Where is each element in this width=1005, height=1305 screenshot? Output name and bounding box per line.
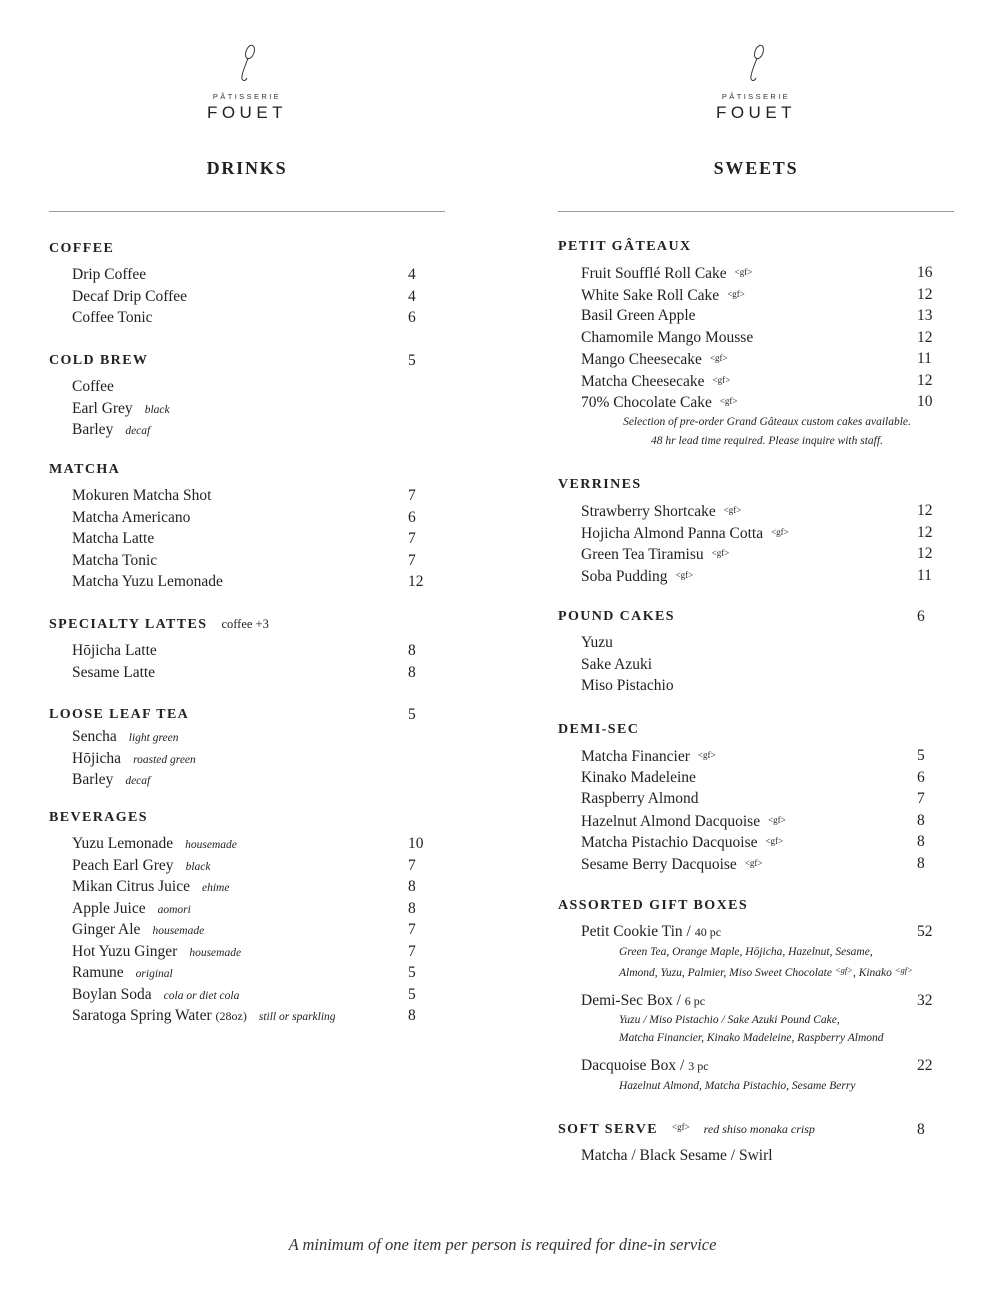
menu-item: Mango Cheesecake <gf> 11 (581, 350, 932, 368)
menu-item: Matcha Yuzu Lemonade 12 (72, 573, 424, 590)
menu-item: Mikan Citrus Juice ehime 8 (72, 878, 416, 895)
section-title: COFFEE (49, 241, 115, 256)
menu-item: Ramune original 5 (72, 964, 416, 981)
menu-item: Hōjicha roasted green (72, 749, 196, 767)
menu-item: Yuzu Lemonade housemade 10 (72, 835, 424, 852)
menu-item: Ginger Ale housemade 7 (72, 921, 416, 938)
whisk-icon (237, 44, 257, 86)
menu-item: Earl Grey black (72, 399, 170, 417)
brand-small: PÂTISSERIE (721, 92, 791, 101)
section-pound-cakes (558, 606, 954, 697)
gift-box-item: Dacquoise Box / 3 pc 22 (581, 1057, 933, 1074)
section-title: DEMI-SEC (558, 722, 640, 737)
sweets-column (558, 0, 954, 1164)
drinks-column (49, 0, 445, 1024)
menu-item: Kinako Madeleine 6 (581, 768, 925, 786)
menu-item: Sake Azuki (581, 655, 653, 673)
gluten-free-tag: <gf> (765, 836, 784, 846)
gluten-free-tag: <gf> (771, 526, 789, 537)
section-title: POUND CAKES (558, 609, 675, 624)
menu-item: Boylan Soda cola or diet cola 5 (72, 985, 416, 1003)
brand-small: PÂTISSERIE (212, 92, 282, 101)
section-petit-gateaux (558, 236, 954, 451)
section-specialty-lattes (49, 614, 445, 683)
gluten-free-tag: <gf> (675, 569, 694, 580)
menu-item: Chamomile Mango Mousse 12 (581, 328, 933, 346)
menu-item: Matcha Pistachio Dacquoise <gf> 8 (581, 833, 925, 851)
menu-item: Sesame Berry Dacquoise <gf> 8 (581, 854, 925, 873)
menu-item: Matcha Financier <gf> 5 (581, 747, 925, 765)
divider (49, 211, 445, 212)
section-verrines (558, 474, 954, 586)
gluten-free-tag: <gf> (723, 505, 742, 515)
sweets-title: SWEETS (713, 158, 799, 178)
gluten-free-tag: <gf> (768, 814, 786, 825)
brand-name: FOUET (715, 103, 797, 122)
section-title: VERRINES (558, 477, 642, 492)
section-title: COLD BREW (49, 353, 149, 368)
menu-item: Sesame Latte 8 (72, 663, 416, 681)
menu-item: Barley decaf (72, 771, 151, 788)
gluten-free-tag: <gf> (709, 353, 728, 363)
menu-item: Sencha light green (72, 728, 179, 745)
menu-item: Fruit Soufflé Roll Cake <gf> 16 (581, 264, 933, 282)
section-price: 5 (408, 352, 416, 369)
menu-item: Barley decaf (72, 421, 151, 438)
grand-gateaux-note: Selection of pre-order Grand Gâteaux custom cakes available. 48 hr lead time required. Please inquire with staff. (623, 415, 911, 447)
gluten-free-tag: <gf> (727, 288, 745, 299)
menu-item: Mokuren Matcha Shot 7 (72, 487, 416, 504)
gift-box-contents: Matcha Financier, Kinako Madeleine, Raspberry Almond (619, 1032, 884, 1044)
menu-item: Soba Pudding <gf> 11 (581, 566, 932, 585)
menu-item: Hōjicha Latte 8 (72, 642, 416, 659)
gift-box-contents: Green Tea, Orange Maple, Hōjicha, Hazelnut, Sesame, (619, 945, 873, 958)
menu-item: Coffee Tonic 6 (72, 309, 416, 326)
menu-item: Hazelnut Almond Dacquoise <gf> 8 (581, 811, 925, 830)
section-loose-leaf-tea (49, 704, 445, 791)
section-title: ASSORTED GIFT BOXES (558, 898, 749, 913)
menu-item: 70% Chocolate Cake <gf> 10 (581, 393, 933, 411)
whisk-icon (746, 44, 766, 86)
menu-item: Matcha Americano 6 (72, 508, 416, 526)
gluten-free-tag: <gf> (697, 750, 716, 760)
gluten-free-tag: <gf> (734, 267, 753, 277)
menu-item: Saratoga Spring Water (28oz) still or sparkling 8 (72, 1007, 416, 1024)
gift-box-contents: Hazelnut Almond, Matcha Pistachio, Sesame Berry (619, 1079, 856, 1092)
section-coffee (49, 238, 445, 329)
section-matcha (49, 459, 445, 593)
section-title: SOFT SERVE (558, 1122, 659, 1137)
section-price: 6 (917, 608, 925, 625)
menu-item: Decaf Drip Coffee 4 (72, 287, 416, 305)
gluten-free-tag: <gf> (744, 857, 763, 868)
menu-item: Strawberry Shortcake <gf> 12 (581, 502, 933, 520)
brand-name: FOUET (206, 103, 288, 122)
menu-item: Matcha / Black Sesame / Swirl (581, 1147, 773, 1164)
section-title: SPECIALTY LATTES (49, 617, 208, 632)
gluten-free-tag: <gf> (711, 548, 730, 558)
drinks-title: DRINKS (206, 158, 288, 178)
menu-item: Miso Pistachio (581, 677, 674, 694)
menu-item: Apple Juice aomori 8 (72, 899, 416, 917)
section-soft-serve (558, 1119, 954, 1167)
menu-item: White Sake Roll Cake <gf> 12 (581, 285, 933, 304)
divider (558, 211, 954, 212)
menu-item: Hojicha Almond Panna Cotta <gf> 12 (581, 523, 933, 542)
menu-item: Peach Earl Grey black 7 (72, 856, 416, 874)
section-beverages (49, 807, 445, 1027)
brand-logo (49, 0, 445, 125)
menu-item: Matcha Latte 7 (72, 530, 416, 547)
section-demi-sec (558, 719, 954, 874)
section-title: MATCHA (49, 462, 121, 477)
section-price: 5 (408, 706, 416, 723)
menu-item: Green Tea Tiramisu <gf> 12 (581, 545, 933, 563)
section-title: BEVERAGES (49, 810, 148, 825)
menu-item: Drip Coffee 4 (72, 266, 416, 283)
menu-item: Basil Green Apple 13 (581, 307, 933, 324)
menu-item: Coffee (72, 378, 114, 395)
brand-logo (558, 0, 954, 125)
gluten-free-tag: <gf> (672, 1122, 690, 1132)
menu-item: Matcha Tonic 7 (72, 551, 416, 569)
section-note: red shiso monaka crisp (703, 1122, 815, 1136)
section-note: coffee +3 (221, 617, 269, 631)
gift-box-item: Demi-Sec Box / 6 pc 32 (581, 991, 933, 1009)
menu-item: Hot Yuzu Ginger housemade 7 (72, 942, 416, 960)
section-title: LOOSE LEAF TEA (49, 707, 190, 722)
menu-item: Yuzu (581, 634, 613, 651)
gift-box-item: Petit Cookie Tin / 40 pc 52 (581, 923, 933, 940)
section-price: 8 (917, 1121, 925, 1138)
gluten-free-tag: <gf> (712, 374, 731, 385)
section-cold-brew (49, 350, 445, 441)
section-title: PETIT GÂTEAUX (558, 239, 692, 254)
gift-box-contents: Yuzu / Miso Pistachio / Sake Azuki Pound Cake, (619, 1014, 840, 1026)
dine-in-notice: A minimum of one item per person is required for dine-in service (288, 1235, 717, 1254)
menu-item: Matcha Cheesecake <gf> 12 (581, 371, 933, 390)
menu-item: Raspberry Almond 7 (581, 790, 925, 807)
section-gift-boxes (558, 895, 954, 1095)
gluten-free-tag: <gf> (719, 396, 738, 406)
gift-box-contents: Almond, Yuzu, Palmier, Miso Sweet Chocolate $^{<gf>}$, Kinako $^{<gf>}$ (619, 964, 913, 979)
